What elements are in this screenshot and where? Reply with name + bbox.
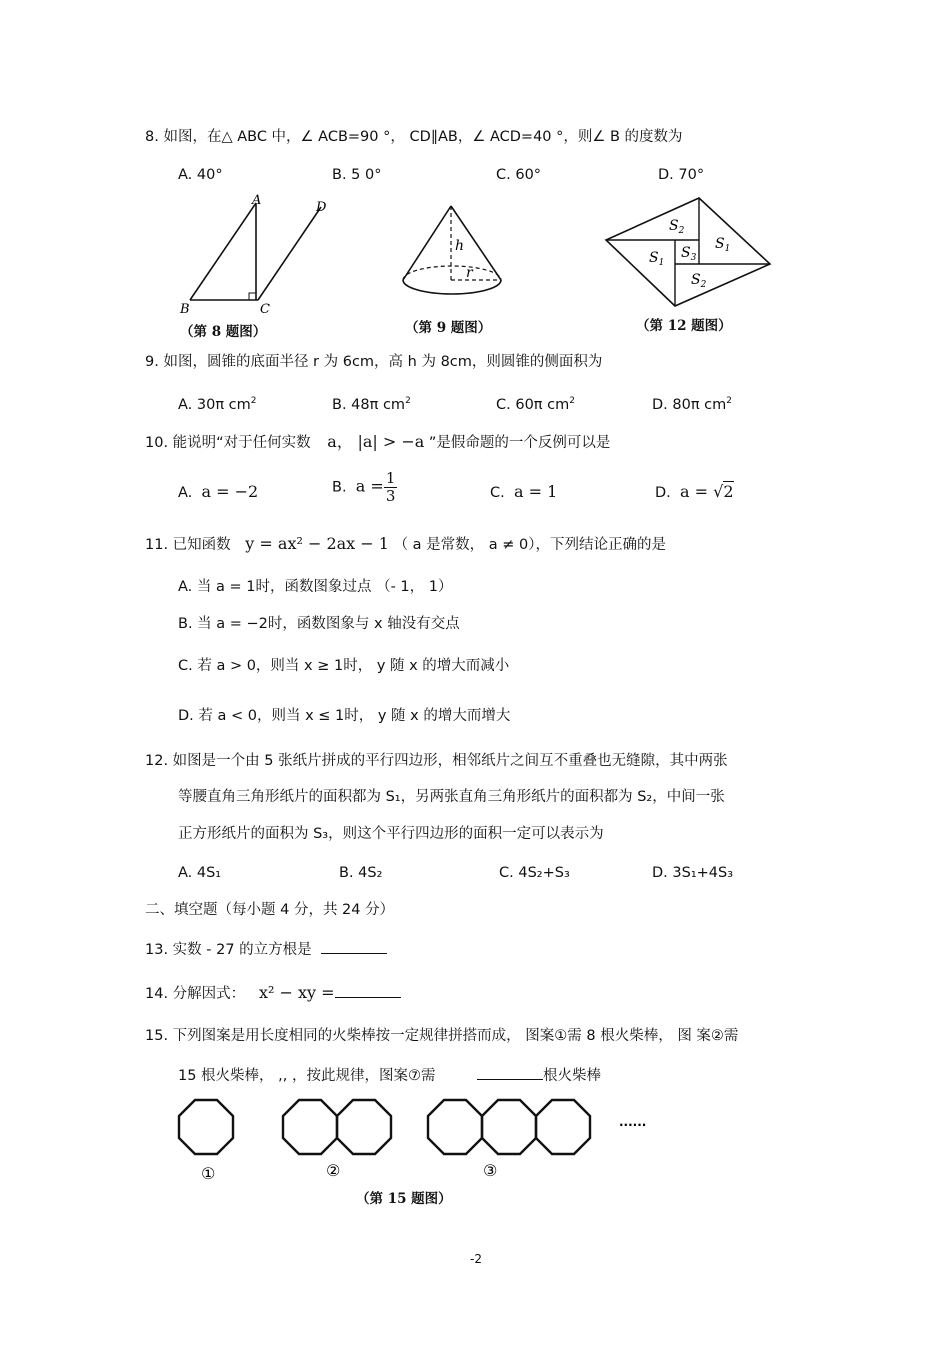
q15-line2-pre: 15 根火柴棒， ,, ，按此规律，图案⑦需 [178,1068,436,1084]
fig12-s2-bottom: S [691,272,701,288]
q9-option-a [178,392,257,414]
octagon-pattern-3b [482,1100,536,1154]
q10-stem-pre: 10. 能说明“对于任何实数 [145,435,311,451]
q10-option-b-fraction [384,470,398,505]
fig12-s3: S [681,245,691,261]
q8-option-d: D. 70° [658,167,705,183]
q9-option-d [652,392,732,414]
q9-option-a-sup: 2 [250,396,257,406]
q9-option-d-sup: 2 [726,396,733,406]
q12-line2: 等腰直角三角形纸片的面积都为 S₁，另两张直角三角形纸片的面积都为 S₂，中间一张 [178,789,725,805]
q8-option-c: C. 60° [496,167,542,183]
octagon-pattern-2b [337,1100,391,1154]
fig12-sub2-top: 2 [678,226,685,236]
fig12-sub2-bottom: 2 [700,280,707,290]
page-number: -2 [470,1252,482,1266]
q10-stem-ineq: |a| > −a [357,432,425,451]
fig8-label-c: C [260,302,270,317]
q9-option-c [496,392,575,414]
q15-line1: 15. 下列图案是用长度相同的火柴棒按一定规律拼搭而成， 图案①需 8 根火柴棒， 图 案②需 [145,1028,739,1044]
q8-option-a: A. 40° [178,167,223,183]
q9-option-b-sup: 2 [405,396,411,406]
q11-stem [145,535,666,554]
q14-expression: x² − xy = [259,983,335,1002]
q10-option-d [655,483,734,502]
q11-option-d: D. 若 a < 0，则当 x ≤ 1时， y 随 x 的增大而增大 [178,708,511,724]
fig15-ellipsis: ...... [619,1115,647,1129]
fig15-label-1: ① [201,1164,216,1183]
svg-text:S3 [681,245,697,263]
fig9-label-h: h [455,238,465,254]
q10-option-d-radicand: 2 [723,482,734,501]
q10-option-b-label: B. [332,479,347,496]
q10-option-b-denominator: 3 [385,487,396,505]
q10-option-d-pre: a = [680,482,714,501]
fig15-label-2: ② [326,1161,341,1180]
sqrt-icon: √ [713,482,724,501]
q13-text: 13. 实数 - 27 的立方根是 [145,942,312,958]
section2-title: 二、填空题（每小题 4 分，共 24 分） [145,902,395,918]
q14 [145,983,401,1003]
q13-answer-blank[interactable] [321,939,387,954]
fig12-sub1-left: 1 [658,258,665,268]
q10-option-a [178,483,258,502]
q9-option-b-text: B. 48π cm [332,396,406,413]
q10-stem-var: a， [327,432,353,451]
q14-pre: 14. 分解因式： [145,986,246,1002]
q10-option-b-numerator: 1 [385,469,396,487]
fig9-label-r: r [466,265,473,281]
fig12-s1-left: S [649,250,659,266]
svg-text:S1 [649,250,664,268]
q9-option-c-text: C. 60π cm [496,396,570,413]
q9-option-d-text: D. 80π cm [652,396,727,413]
q12-line1: 12. 如图是一个由 5 张纸片拼成的平行四边形，相邻纸片之间互不重叠也无缝隙，其中两张 [145,753,728,769]
q10-option-d-label: D. [655,485,671,501]
q11-stem-function: y = ax² − 2ax − 1 [245,534,389,553]
fig12-s1-right: S [715,236,725,252]
q9-option-b [332,392,411,414]
figure-8 [178,195,338,315]
q9-option-c-sup: 2 [569,396,575,406]
octagon-pattern-1 [179,1100,233,1154]
fig12-caption: （第 12 题图） [636,318,732,334]
q12-option-a: A. 4S₁ [178,865,222,881]
octagon-pattern-2a [283,1100,337,1154]
q11-option-b: B. 当 a = −2时，函数图象与 x 轴没有交点 [178,616,460,632]
octagon-pattern-3c [536,1100,590,1154]
q10-option-c-value: a = 1 [513,482,558,501]
fig12-sub1-right: 1 [724,244,731,254]
fig12-s2-top: S [669,218,679,234]
figure-9 [398,200,518,305]
q10-option-c [490,483,557,502]
q10-option-b-pre: a = [355,476,384,496]
q10-option-c-label: C. [490,485,505,501]
fig8-label-d: D [316,200,327,215]
svg-text:S2 [669,218,685,236]
figure-12 [603,196,778,311]
q10-stem [145,433,610,452]
q12-option-b: B. 4S₂ [339,865,383,881]
q10-option-a-label: A. [178,485,193,501]
q8-stem: 8. 如图，在△ ABC 中，∠ ACB=90 °， CD∥AB，∠ ACD=40 °，则∠ B 的度数为 [145,129,683,145]
q12-option-d: D. 3S₁+4S₃ [652,865,734,881]
q9-stem: 9. 如图，圆锥的底面半径 r 为 6cm，高 h 为 8cm，则圆锥的侧面积为 [145,354,603,370]
fig15-label-3: ③ [483,1161,498,1180]
q15-line2 [178,1065,601,1085]
q12-line3: 正方形纸片的面积为 S₃，则这个平行四边形的面积一定可以表示为 [178,826,604,842]
q11-stem-post: （ a 是常数， a ≠ 0），下列结论正确的是 [393,537,667,553]
q15-answer-blank[interactable] [477,1065,543,1080]
q12-option-c: C. 4S₂+S₃ [499,865,570,881]
fig9-caption: （第 9 题图） [405,320,492,336]
q15-line2-post: 根火柴棒 [542,1068,601,1084]
q11-option-a: A. 当 a = 1时，函数图象过点 （- 1， 1） [178,579,453,595]
q11-option-c: C. 若 a > 0，则当 x ≥ 1时， y 随 x 的增大而减小 [178,658,510,674]
q9-option-a-text: A. 30π cm [178,396,251,413]
q14-answer-blank[interactable] [335,983,401,998]
q11-stem-pre: 11. 已知函数 [145,537,231,553]
fig15-caption: （第 15 题图） [356,1191,452,1207]
svg-text:S2 [691,272,707,290]
q10-option-b [332,470,397,505]
fig8-caption: （第 8 题图） [180,324,267,340]
svg-text:S1 [715,236,730,254]
fig8-label-b: B [180,302,190,317]
octagon-pattern-3a [428,1100,482,1154]
q8-option-b: B. 5 0° [332,167,382,183]
fig8-label-a: A [252,193,262,208]
q10-stem-post: ”是假命题的一个反例可以是 [428,435,611,451]
q10-option-a-value: a = −2 [201,482,259,501]
q13 [145,939,387,959]
figure-15 [170,1092,647,1187]
fig12-sub3: 3 [690,253,697,263]
